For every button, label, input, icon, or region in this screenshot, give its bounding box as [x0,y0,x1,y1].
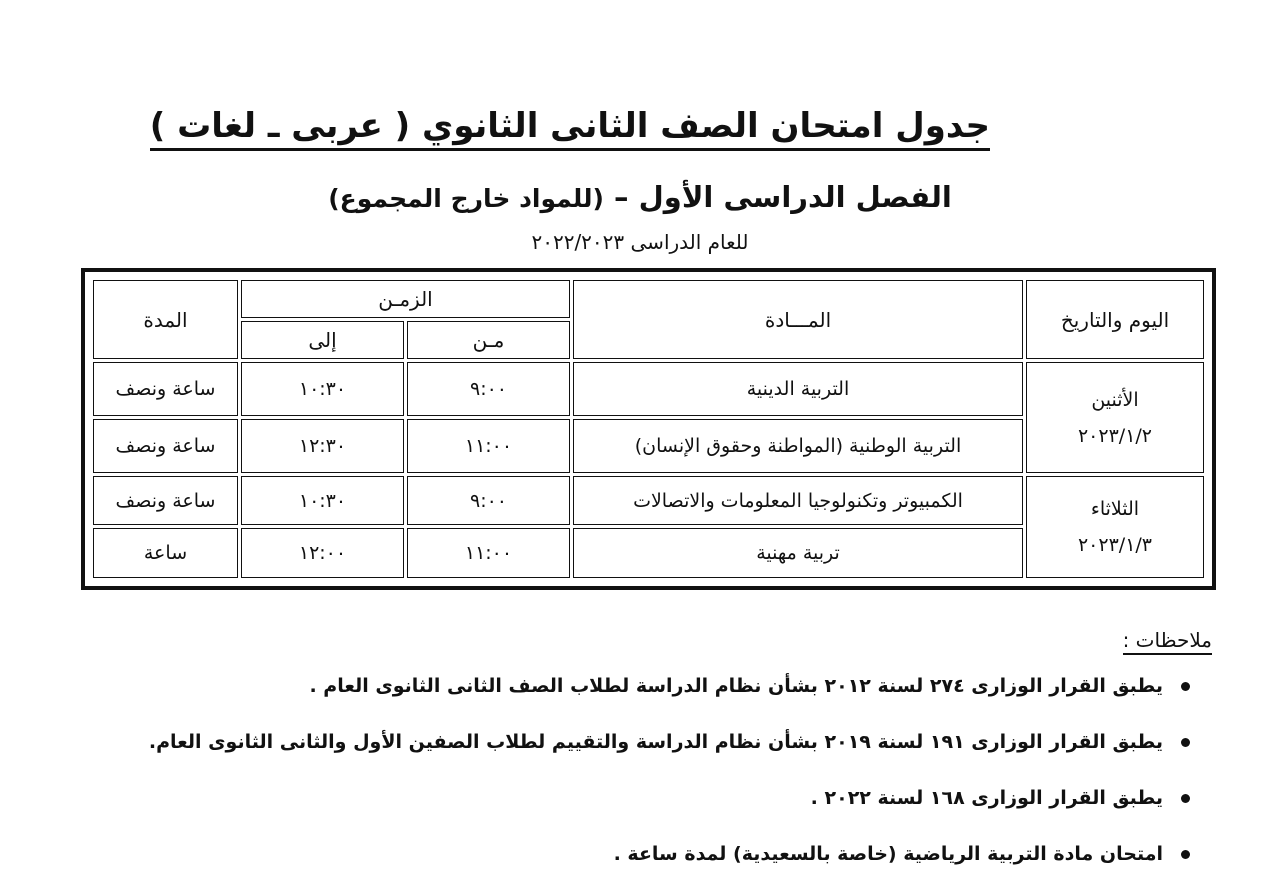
from-cell: ١١:٠٠ [407,528,570,578]
table-row [93,362,1204,416]
list-item [70,780,1190,836]
schedule-table [90,277,1207,581]
header-time: الزمـن [241,280,570,318]
from-cell: ١١:٠٠ [407,419,570,473]
day-date: ٢٠٢٣/١/٣ [1077,533,1153,556]
note-text: يطبق القرار الوزارى ٢٧٤ لسنة ٢٠١٢ بشأن نظام الدراسة لطلاب الصف الثانى الثانوى العام . [309,675,1163,697]
from-cell: ٩:٠٠ [407,362,570,416]
list-item [70,724,1190,780]
list-item [70,668,1190,724]
subject-cell: التربية الوطنية (المواطنة وحقوق الإنسان) [573,419,1023,473]
header-to: إلى [241,321,404,359]
notes-heading: ملاحظات : [1123,628,1212,655]
note-text: يطبق القرار الوزارى ١٦٨ لسنة ٢٠٢٢ . [810,787,1163,809]
header-day-date: اليوم والتاريخ [1026,280,1204,359]
bullet-icon [1181,794,1190,803]
duration-cell: ساعة ونصف [93,362,238,416]
day-name: الثلاثاء [1090,497,1140,520]
duration-cell: ساعة ونصف [93,476,238,526]
subtitle-main: الفصل الدراسى الأول – [614,180,952,214]
header-from: مـن [407,321,570,359]
subtitle-paren: (للمواد خارج المجموع) [328,184,604,213]
bullet-icon [1181,682,1190,691]
table-row [93,476,1204,526]
duration-cell: ساعة [93,528,238,578]
to-cell: ١٢:٣٠ [241,419,404,473]
page-title-text: جدول امتحان الصف الثانى الثانوي ( عربى ـ لغات ) [150,106,990,151]
subject-cell: الكمبيوتر وتكنولوجيا المعلومات والاتصالات [573,476,1023,526]
day-cell [1026,362,1204,472]
to-cell: ١٠:٣٠ [241,476,404,526]
to-cell: ١٠:٣٠ [241,362,404,416]
to-cell: ١٢:٠٠ [241,528,404,578]
academic-year: للعام الدراسى ٢٠٢٢/٢٠٢٣ [531,230,749,254]
note-text: يطبق القرار الوزارى ١٩١ لسنة ٢٠١٩ بشأن نظام الدراسة والتقييم لطلاب الصفين الأول والثانى الثانوى العام. [148,731,1163,753]
schedule-table-frame [81,268,1216,590]
page-title [149,106,990,162]
subject-cell: التربية الدينية [573,362,1023,416]
list-item [70,836,1190,892]
from-cell: ٩:٠٠ [407,476,570,526]
header-duration: المدة [93,280,238,359]
bullet-icon [1181,850,1190,859]
duration-cell: ساعة ونصف [93,419,238,473]
day-name: الأثنين [1091,388,1139,411]
bullet-icon [1181,738,1190,747]
page-subtitle [320,180,960,224]
header-subject: المـــادة [573,280,1023,359]
day-date: ٢٠٢٣/١/٢ [1077,424,1153,447]
subject-cell: تربية مهنية [573,528,1023,578]
day-cell [1026,476,1204,578]
note-text: امتحان مادة التربية الرياضية (خاصة بالسعيدية) لمدة ساعة . [613,843,1163,865]
notes-list [70,668,1190,892]
